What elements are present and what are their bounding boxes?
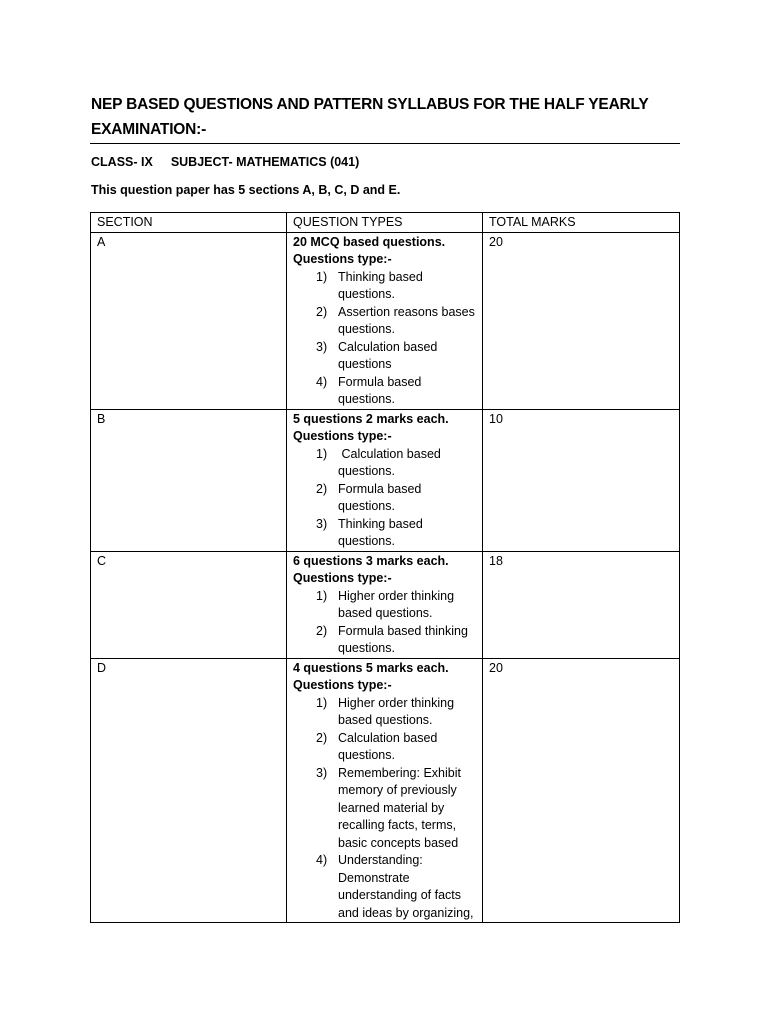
list-item-text: Thinking based questions. — [338, 269, 423, 301]
total-marks-cell: 20 — [483, 658, 680, 923]
list-item-text: Understanding: Demonstrate understanding of facts and ideas by organizing, — [338, 853, 474, 920]
list-item-text: Thinking based questions. — [338, 516, 423, 548]
header-total-marks: TOTAL MARKS — [483, 213, 680, 233]
syllabus-table — [90, 212, 680, 923]
header-question-types: QUESTION TYPES — [287, 213, 483, 233]
class-subject-line — [91, 155, 359, 169]
document-title: NEP BASED QUESTIONS AND PATTERN SYLLABUS FOR THE HALF YEARLY EXAMINATION:- — [91, 96, 649, 138]
list-item: 1) Thinking based questions. — [316, 269, 423, 301]
table-row — [91, 658, 680, 923]
question-type-list — [293, 588, 476, 658]
question-type-label: Questions type:- — [293, 571, 392, 585]
table-row — [91, 232, 680, 409]
question-type-label: Questions type:- — [293, 252, 392, 266]
list-item: 1) Calculation based questions. — [316, 446, 445, 478]
list-item: 3) Remembering: Exhibit memory of previously learned material by recalling facts, terms, basic concepts based — [316, 765, 461, 850]
question-types-cell — [287, 658, 483, 923]
list-item-text: Formula based thinking questions. — [338, 623, 468, 655]
header-section: SECTION — [91, 213, 287, 233]
list-item-text: Remembering: Exhibit memory of previously learned material by recalling facts, terms, basic concepts based — [338, 765, 461, 850]
title-divider — [90, 143, 680, 144]
question-types-cell — [287, 551, 483, 658]
list-item-text: Calculation based questions. — [338, 730, 438, 762]
intro-text: This question paper has 5 sections A, B, C, D and E. — [91, 183, 401, 197]
question-types-cell — [287, 232, 483, 409]
subject-label: SUBJECT- MATHEMATICS (041) — [170, 155, 360, 169]
list-item-text: Higher order thinking based questions. — [338, 695, 455, 727]
section-cell: C — [91, 551, 287, 658]
question-count: 5 questions 2 marks each. — [293, 411, 449, 426]
list-item: 2) Formula based thinking questions. — [316, 623, 468, 655]
question-type-list — [293, 269, 476, 409]
list-item: 3) Calculation based questions — [316, 339, 438, 371]
section-cell: D — [91, 658, 287, 923]
list-item: 1) Higher order thinking based questions. — [316, 695, 455, 727]
table-row — [91, 551, 680, 658]
total-marks-cell: 18 — [483, 551, 680, 658]
list-item-text: Formula based questions. — [338, 374, 422, 406]
total-marks-cell: 20 — [483, 232, 680, 409]
question-type-label: Questions type:- — [293, 429, 392, 443]
total-marks-cell: 10 — [483, 409, 680, 551]
class-label: CLASS- IX — [91, 155, 153, 169]
question-count: 4 questions 5 marks each. — [293, 660, 449, 675]
list-item-text: Formula based questions. — [338, 481, 422, 513]
list-item: 2) Formula based questions. — [316, 481, 422, 513]
question-count: 6 questions 3 marks each. — [293, 553, 449, 568]
list-item: 3) Thinking based questions. — [316, 516, 423, 548]
question-type-list — [293, 695, 476, 923]
question-types-cell — [287, 409, 483, 551]
list-item-text: Calculation based questions. — [338, 446, 445, 478]
list-item: 1) Higher order thinking based questions. — [316, 588, 455, 620]
table-row — [91, 409, 680, 551]
question-type-label: Questions type:- — [293, 678, 392, 692]
list-item: 2) Assertion reasons bases questions. — [316, 304, 475, 336]
table-header-row — [91, 213, 680, 233]
list-item: 4) Formula based questions. — [316, 374, 422, 406]
list-item: 4) Understanding: Demonstrate understanding of facts and ideas by organizing, — [316, 853, 474, 920]
list-item-text: Higher order thinking based questions. — [338, 588, 455, 620]
list-item-text: Assertion reasons bases questions. — [338, 304, 475, 336]
section-cell: B — [91, 409, 287, 551]
list-item: 2) Calculation based questions. — [316, 730, 438, 762]
list-item-text: Calculation based questions — [338, 339, 438, 371]
question-type-list — [293, 446, 476, 551]
section-cell: A — [91, 232, 287, 409]
question-count: 20 MCQ based questions. — [293, 234, 446, 249]
